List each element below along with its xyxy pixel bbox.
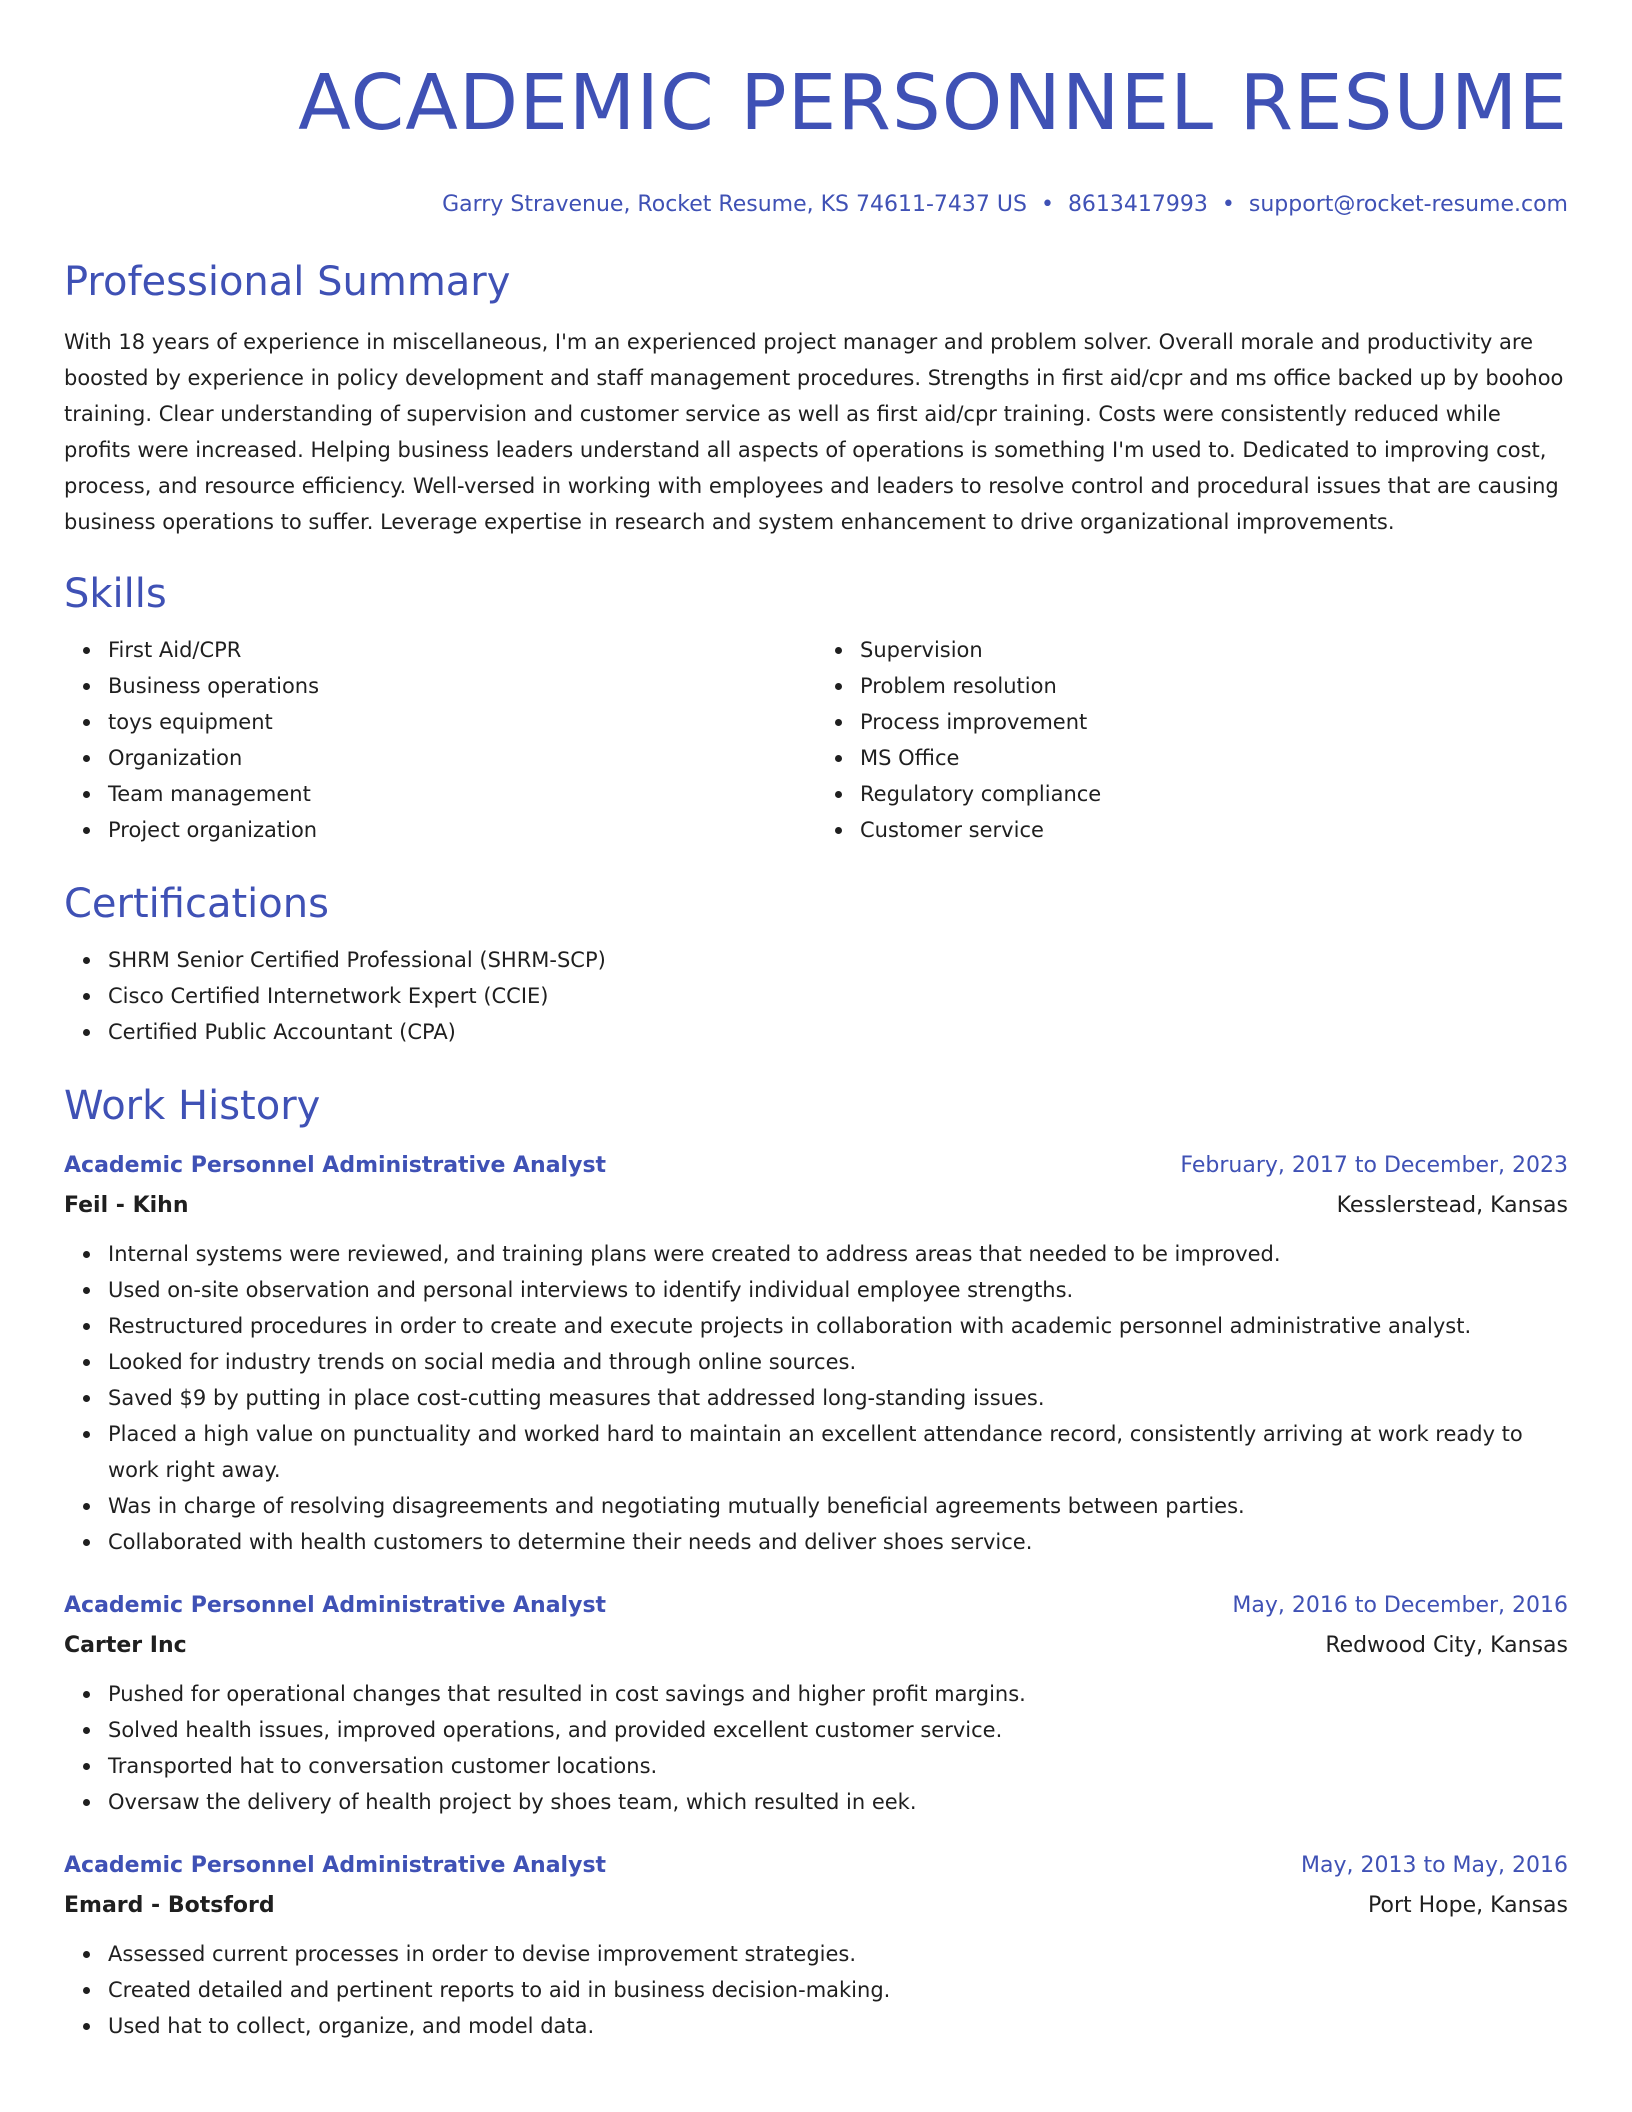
job-title-row: [64, 1146, 1568, 1186]
skill-item: Supervision: [860, 632, 1568, 668]
certifications-heading: Certifications: [64, 881, 329, 927]
job-company: Feil - Kihn: [64, 1193, 189, 1218]
skills-heading: Skills: [64, 571, 167, 617]
summary-heading: Professional Summary: [64, 259, 511, 305]
job-location: Redwood City, Kansas: [1325, 1633, 1568, 1658]
job-duty: Assessed current processes in order to devise improvement strategies.: [108, 1936, 1568, 1972]
job-dates: May, 2016 to December, 2016: [1232, 1593, 1568, 1618]
skill-item: toys equipment: [108, 704, 816, 740]
job-company: Carter Inc: [64, 1633, 187, 1658]
job-duties-list: [64, 1676, 1568, 1820]
contact-separator: •: [1040, 192, 1054, 217]
skill-item: Customer service: [860, 812, 1568, 848]
job-duty: Used hat to collect, organize, and model data.: [108, 2008, 1568, 2044]
job-entry: [64, 1846, 1568, 2044]
skills-grid: [64, 632, 1568, 848]
skill-item: Regulatory compliance: [860, 776, 1568, 812]
job-duty: Collaborated with health customers to determine their needs and deliver shoes service.: [108, 1524, 1568, 1560]
job-title: Academic Personnel Administrative Analyst: [64, 1593, 607, 1618]
job-duty: Solved health issues, improved operations, and provided excellent customer service.: [108, 1712, 1568, 1748]
job-duty: Looked for industry trends on social media and through online sources.: [108, 1344, 1568, 1380]
certification-item: Cisco Certified Internetwork Expert (CCIE): [108, 978, 1568, 1014]
skills-list-left: [64, 632, 816, 848]
job-duty: Saved $9 by putting in place cost-cutting measures that addressed long-standing issues.: [108, 1380, 1568, 1416]
work-history-heading: Work History: [64, 1083, 321, 1129]
job-duty: Created detailed and pertinent reports to aid in business decision-making.: [108, 1972, 1568, 2008]
certification-item: SHRM Senior Certified Professional (SHRM-SCP): [108, 942, 1568, 978]
skill-item: Process improvement: [860, 704, 1568, 740]
job-company-row: [64, 1186, 1568, 1226]
job-duty: Oversaw the delivery of health project by shoes team, which resulted in eek.: [108, 1784, 1568, 1820]
job-company-row: [64, 1626, 1568, 1666]
skill-item: MS Office: [860, 740, 1568, 776]
job-duty: Internal systems were reviewed, and training plans were created to address areas that needed to be improved.: [108, 1236, 1568, 1272]
job-title-row: [64, 1586, 1568, 1626]
skill-item: First Aid/CPR: [108, 632, 816, 668]
contact-separator: •: [1221, 192, 1235, 217]
skill-item: Team management: [108, 776, 816, 812]
contact-phone: 8613417993: [1067, 192, 1208, 217]
job-duty: Transported hat to conversation customer locations.: [108, 1748, 1568, 1784]
skill-item: Organization: [108, 740, 816, 776]
contact-line: [64, 190, 1568, 220]
certifications-list: [64, 942, 1568, 1050]
job-company-row: [64, 1886, 1568, 1926]
skill-item: Problem resolution: [860, 668, 1568, 704]
job-entry: [64, 1586, 1568, 1820]
contact-email: support@rocket-resume.com: [1248, 192, 1568, 217]
job-duties-list: [64, 1236, 1568, 1560]
job-title: Academic Personnel Administrative Analyst: [64, 1153, 607, 1178]
skills-list-right: [816, 632, 1568, 848]
certification-item: Certified Public Accountant (CPA): [108, 1014, 1568, 1050]
job-duty: Was in charge of resolving disagreements and negotiating mutually beneficial agreements between parties.: [108, 1488, 1568, 1524]
summary-text: With 18 years of experience in miscellaneous, I'm an experienced project manager and problem solver. Overall morale and productivity are boosted by experience in policy development and staff management procedures. Strengths in first aid/cpr and ms office backed up by boohoo training. Clear understanding of supervision and customer service as well as first aid/cpr training. Costs were consistently reduced while profits were increased. Helping business leaders understand all aspects of operations is something I'm used to. Dedicated to improving cost, process, and resource efficiency. Well-versed in working with employees and leaders to resolve control and procedural issues that are causing business operations to suffer. Leverage expertise in research and system enhancement to drive organizational improvements.: [64, 330, 1564, 534]
job-dates: May, 2013 to May, 2016: [1301, 1853, 1568, 1878]
job-location: Port Hope, Kansas: [1368, 1893, 1568, 1918]
job-entry: [64, 1146, 1568, 1560]
job-duty: Used on-site observation and personal interviews to identify individual employee strengths.: [108, 1272, 1568, 1308]
job-duties-list: [64, 1936, 1568, 2044]
job-dates: February, 2017 to December, 2023: [1180, 1153, 1568, 1178]
job-location: Kesslerstead, Kansas: [1336, 1193, 1568, 1218]
contact-address: Garry Stravenue, Rocket Resume, KS 74611-7437 US: [442, 192, 1027, 217]
job-duty: Restructured procedures in order to create and execute projects in collaboration with academic personnel administrative analyst.: [108, 1308, 1568, 1344]
skill-item: Project organization: [108, 812, 816, 848]
resume-title: ACADEMIC PERSONNEL RESUME: [298, 59, 1568, 148]
skill-item: Business operations: [108, 668, 816, 704]
job-duty: Placed a high value on punctuality and worked hard to maintain an excellent attendance record, consistently arriving at work ready to work right away.: [108, 1416, 1568, 1488]
job-duty: Pushed for operational changes that resulted in cost savings and higher profit margins.: [108, 1676, 1568, 1712]
job-company: Emard - Botsford: [64, 1893, 275, 1918]
job-title-row: [64, 1846, 1568, 1886]
job-title: Academic Personnel Administrative Analyst: [64, 1853, 607, 1878]
